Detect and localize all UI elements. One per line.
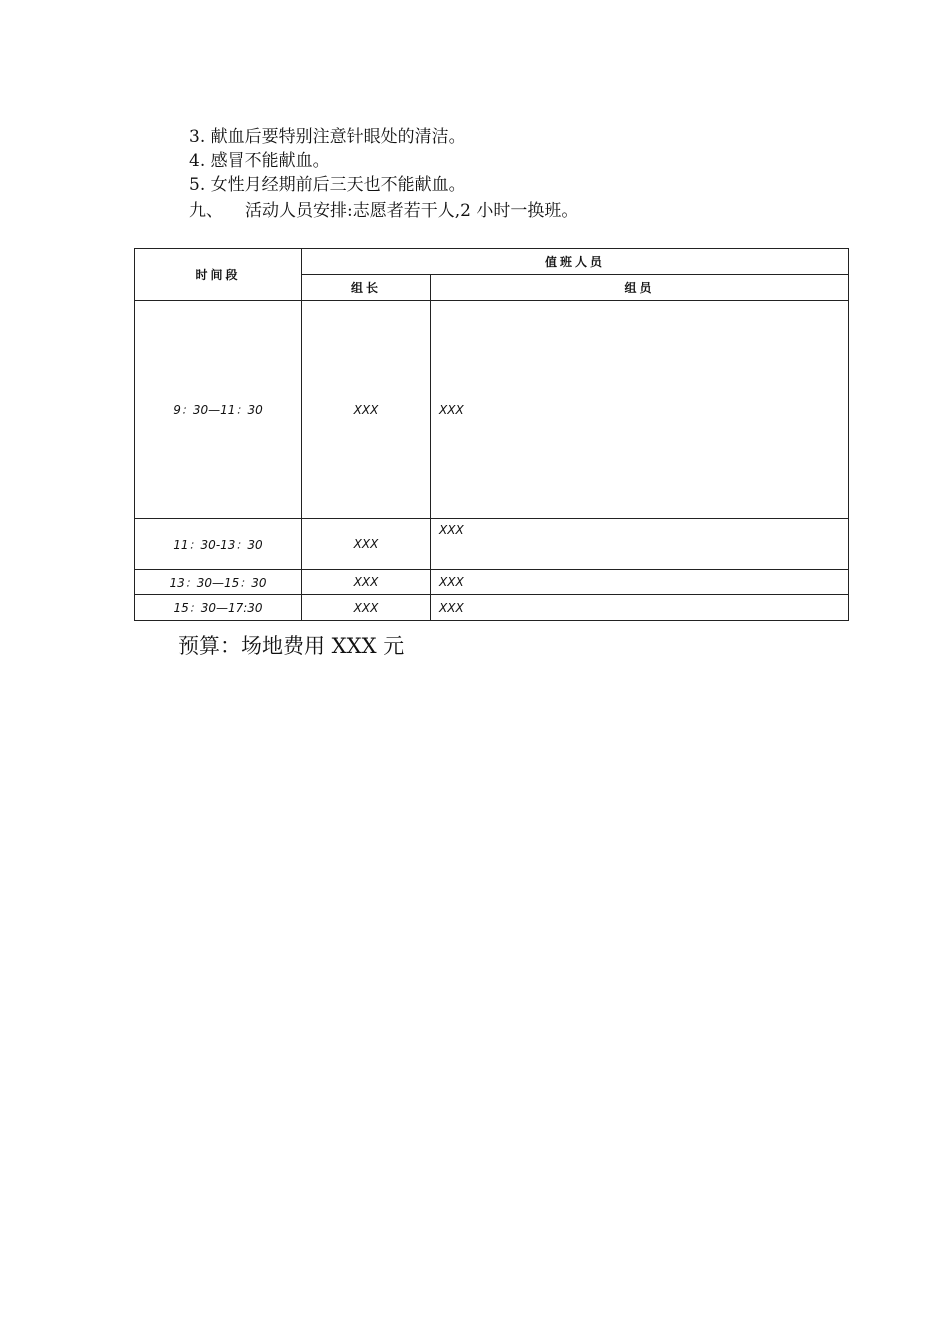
note-5: 5. 女性月经期前后三天也不能献血。 [189, 175, 466, 195]
table-row [135, 301, 849, 519]
duty-schedule-table [134, 248, 849, 621]
header-duty-staff: 值班人员 [302, 249, 849, 275]
budget-line: 预算：场地费用 XXX 元 [178, 634, 405, 658]
time-cell: 9：30—11：30 [135, 301, 302, 519]
leader-cell: XXX [302, 301, 431, 519]
time-cell: 15：30—17:30 [135, 595, 302, 621]
member-cell: XXX [431, 595, 849, 621]
time-cell: 13：30—15：30 [135, 570, 302, 595]
leader-cell: XXX [302, 570, 431, 595]
header-leader: 组长 [302, 275, 431, 301]
leader-cell: XXX [302, 519, 431, 570]
time-cell: 11：30-13：30 [135, 519, 302, 570]
table-row [135, 595, 849, 621]
section-9-staffing [189, 200, 578, 222]
leader-cell: XXX [302, 595, 431, 621]
note-4: 4. 感冒不能献血。 [189, 151, 330, 171]
section-9-text: 活动人员安排:志愿者若干人,2 小时一换班。 [245, 201, 579, 221]
header-time-slot: 时间段 [135, 249, 302, 301]
member-cell: XXX [431, 570, 849, 595]
header-member: 组员 [431, 275, 849, 301]
table-row [135, 570, 849, 595]
note-3: 3. 献血后要特别注意针眼处的清洁。 [189, 127, 466, 147]
section-9-number: 九、 [189, 201, 223, 221]
table-row [135, 519, 849, 570]
member-cell: XXX [431, 519, 849, 570]
member-cell: XXX [431, 301, 849, 519]
